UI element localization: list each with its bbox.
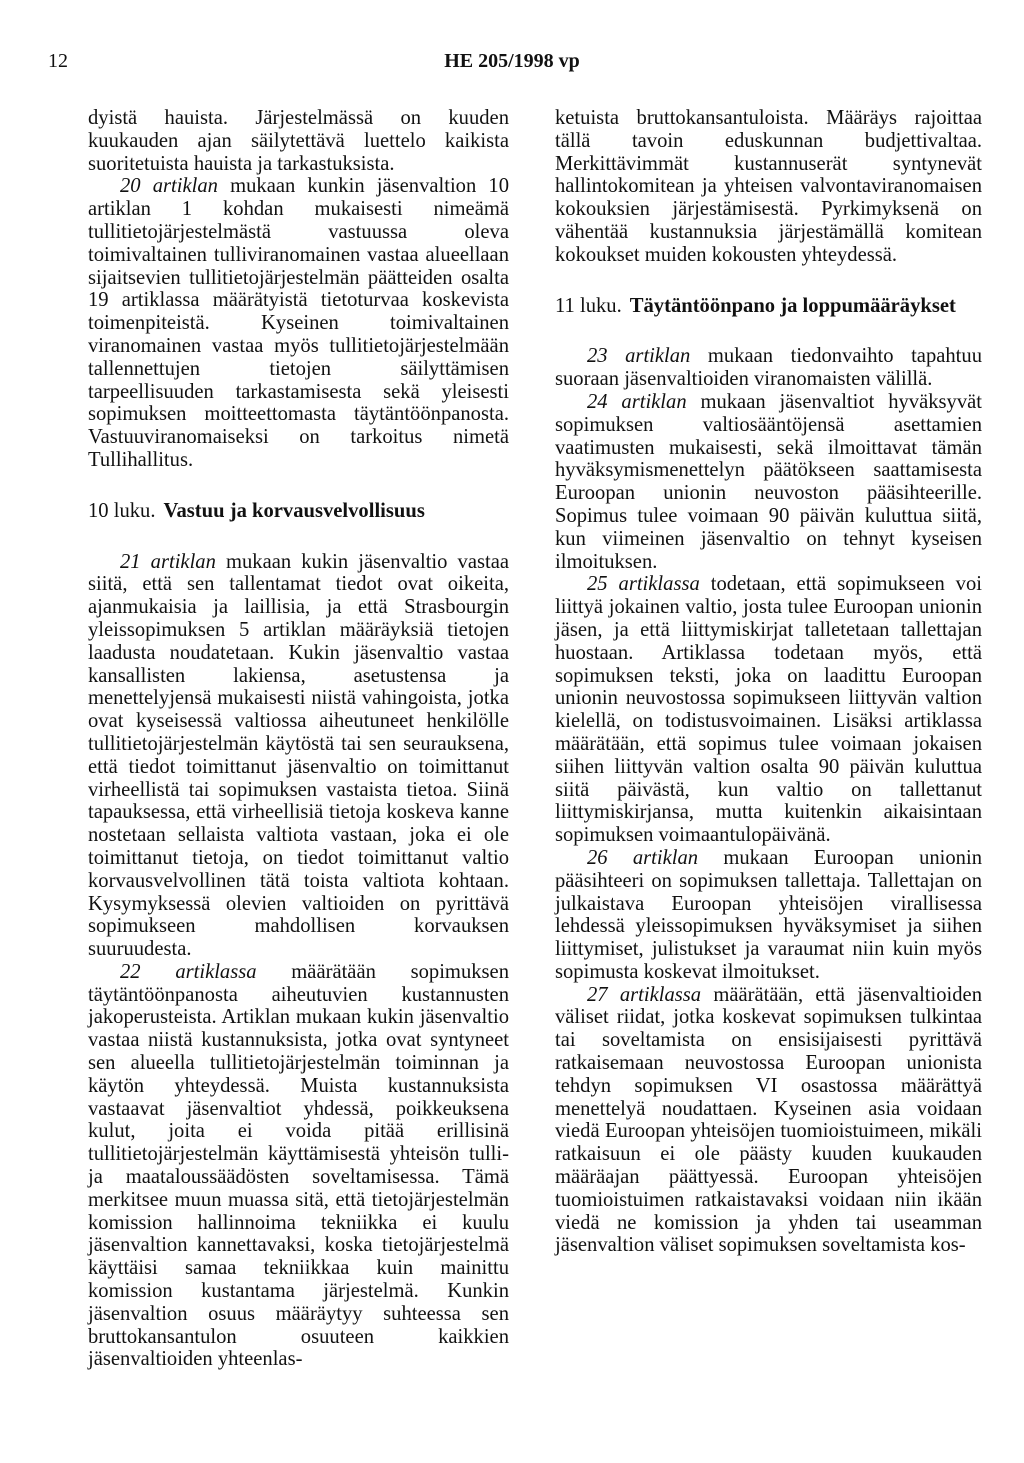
paragraph-text: mukaan kunkin jäsenvaltion 10 artiklan 1 kohdan mukaisesti nimeämä tullitietojärjestelmästä vastuussa oleva toimivaltainen tulliviranomainen vastaa alueellaan sijaitsevien tullitietojärjestelmän päätteiden osalta 19 artiklassa määrätyistä tietoturvaa koskevista toimenpiteistä. Kyseinen toimivaltainen viranomainen vastaa myös tullitietojärjestelmään tallennettujen tietojen säilyttämisen tarpeellisuuden tarkastamisesta sekä yleisesti sopimuksen moitteettomasta täytäntöönpanosta. Vastuuviranomaiseksi on tarkoitus nimetä Tullihallitus. xyxy=(88,175,510,471)
chapter-number: 11 luku. xyxy=(555,294,622,317)
running-head: HE 205/1998 vp xyxy=(444,50,580,72)
paragraph-art-22 xyxy=(88,961,509,1371)
paragraph: dyistä hauista. Järjestelmässä on kuuden kuukauden ajan säilytettävä luettelo kaikista suoritetuista hauista ja tarkastuksista. xyxy=(88,107,509,175)
chapter-title: Täytäntöönpano ja loppumääräykset xyxy=(629,294,956,317)
article-reference: 26 artiklan xyxy=(587,846,699,869)
paragraph-text: määrätään sopimuksen täytäntöönpanosta aiheutuvien kustannusten jakoperusteista. Artiklan mukaan kukin jäsenvaltio vastaa niistä kustannuksista, jotka ovat syntyneet sen alueella tullitietojärjestelmän toiminnan ja käytön yhteydessä. Muista kustannuksista vastaavat jäsenvaltiot yhdessä, poikkeuksena kulut, joita ei voida pitää erillisinä tullitietojärjestelmän käyttämisestä yhteisön tulli- ja maataloussäädösten soveltamisessa. Tämä merkitsee muun muassa sitä, että tietojärjestelmän komission hallinnoima tekniikka ei kuulu jäsenvaltion kannettavaksi, koska tietojärjestelmä käyttäisi samaa tekniikkaa kuin mainittu komission kustantama järjestelmä. Kunkin jäsenvaltion osuus määräytyy suhteessa sen bruttokansantulon osuuteen kaikkien jäsenvaltioiden yhteenlas- xyxy=(88,960,509,1371)
paragraph: ketuista bruttokansantuloista. Määräys rajoittaa tällä tavoin eduskunnan budjettivaltaa. Merkittävimmät kustannuserät syntynevät hallintokomitean ja yhteisen valvontaviranomaisen kokouksien järjestämisestä. Pyrkimyksenä on vähentää kustannuksia järjestämällä komitean kokoukset muiden kokousten yhteydessä. xyxy=(555,107,982,266)
chapter-heading-10 xyxy=(88,500,509,523)
right-column xyxy=(555,107,982,1257)
paragraph-art-26 xyxy=(555,847,982,984)
page-number: 12 xyxy=(48,50,68,72)
article-reference: 27 artiklassa xyxy=(587,983,702,1006)
chapter-heading-11 xyxy=(555,295,982,318)
paragraph-text: todetaan, että sopimukseen voi liittyä jokainen valtio, josta tulee Euroopan unionin jäsen, ja että liittymiskirjat talletetaan tallettajan huostaan. Artiklassa todetaan myös, että sopimuksen teksti, joka on laadittu Euroopan unionin neuvostossa sopimukseen liittyvän valtion kielellä, on todistusvoimainen. Lisäksi artiklassa määrätään, että sopimus tulee voimaan jokaisen siihen liittyvän valtion osalta 90 päivän kuluttua siitä päivästä, kun valtio on tallettanut liittymiskirjansa, mutta kuitenkin aikaisintaan sopimuksen voimaantulopäivänä. xyxy=(555,573,983,847)
paragraph-text: määrätään, että jäsenvaltioiden väliset riidat, jotka koskevat sopimuksen tulkintaa tai soveltamista on ensisijaisesti pyrittävä ratkaisemaan neuvostossa Euroopan unionista tehdyn sopimuksen VI osastossa määrättyä menettelyä noudattaen. Kyseinen asia voidaan viedä Euroopan yhteisöjen tuomioistuimeen, mikäli ratkaisuun ei ole päästy kuuden kuukauden määräajan päättyessä. Euroopan yhteisöjen tuomioistuimen ratkaistavaksi voidaan niin ikään viedä ne komission ja yhden tai useamman jäsenvaltion väliset sopimuksen soveltamista kos- xyxy=(555,983,982,1257)
paragraph-art-24 xyxy=(555,391,982,573)
article-reference: 20 artiklan xyxy=(120,175,218,198)
paragraph-art-20 xyxy=(88,175,509,471)
chapter-title: Vastuu ja korvausvelvollisuus xyxy=(163,499,425,522)
paragraph-art-25 xyxy=(555,573,982,847)
paragraph-text: mukaan kukin jäsenvaltio vastaa siitä, että sen tallentamat tiedot ovat oikeita, ajanmukaisia ja laillisia, ja että Strasbourgin yleissopimuksen 5 artiklan määräyksiä tietojen laadusta noudatetaan. Kukin jäsenvaltio vastaa kansallisten lakiensa, asetustensa ja menettelyjensä mukaisesti niistä vahingoista, jotka ovat kyseisessä valtiossa aiheutuneet henkilölle tullitietojärjestelmän käytöstä tai sen seurauksena, että tiedot toimittanut jäsenvaltio on toimittanut virheellistä tai sopimuksen vastaista tietoa. Siinä tapauksessa, että virheellisiä tietoja koskeva kanne nostetaan sellaista valtiota vastaan, joka ei ole toimittanut tietoja, on tiedot toimittanut valtio korvausvelvollinen tätä toista valtiota kohtaan. Kysymyksessä olevien valtioiden on pyrittävä sopimukseen mahdollisen korvauksen suuruudesta. xyxy=(88,550,509,961)
article-reference: 21 artiklan xyxy=(120,550,216,573)
article-reference: 25 artiklassa xyxy=(587,573,700,596)
paragraph-art-21 xyxy=(88,551,509,961)
paragraph-art-23 xyxy=(555,345,982,391)
paragraph-art-27 xyxy=(555,984,982,1258)
chapter-number: 10 luku. xyxy=(88,499,156,522)
article-reference: 22 artiklassa xyxy=(120,960,257,983)
article-reference: 23 artiklan xyxy=(587,345,691,368)
left-column xyxy=(88,107,509,1371)
article-reference: 24 artiklan xyxy=(587,390,687,413)
paragraph-text: mukaan Euroopan unionin pääsihteeri on sopimuksen tallettaja. Tallettajan on julkaistava Euroopan yhteisöjen virallisessa lehdessä yleissopimuksen hyväksymiset ja siihen liittymiset, julistukset ja varaumat niin kuin myös sopimusta koskevat ilmoitukset. xyxy=(555,846,982,983)
paragraph-text: mukaan jäsenvaltiot hyväksyvät sopimuksen valtiosääntöjensä asettamien vaatimusten mukaisesti, sekä ilmoittavat tämän hyväksymismenettelyn päätökseen saattamisesta Euroopan unionin neuvoston pääsihteerille. Sopimus tulee voimaan 90 päivän kuluttua siitä, kun viimeinen jäsenvaltio on tehnyt kyseisen ilmoituksen. xyxy=(555,390,982,573)
paragraph-text: mukaan tiedonvaihto tapahtuu suoraan jäsenvaltioiden viranomaisten välillä. xyxy=(555,345,982,391)
